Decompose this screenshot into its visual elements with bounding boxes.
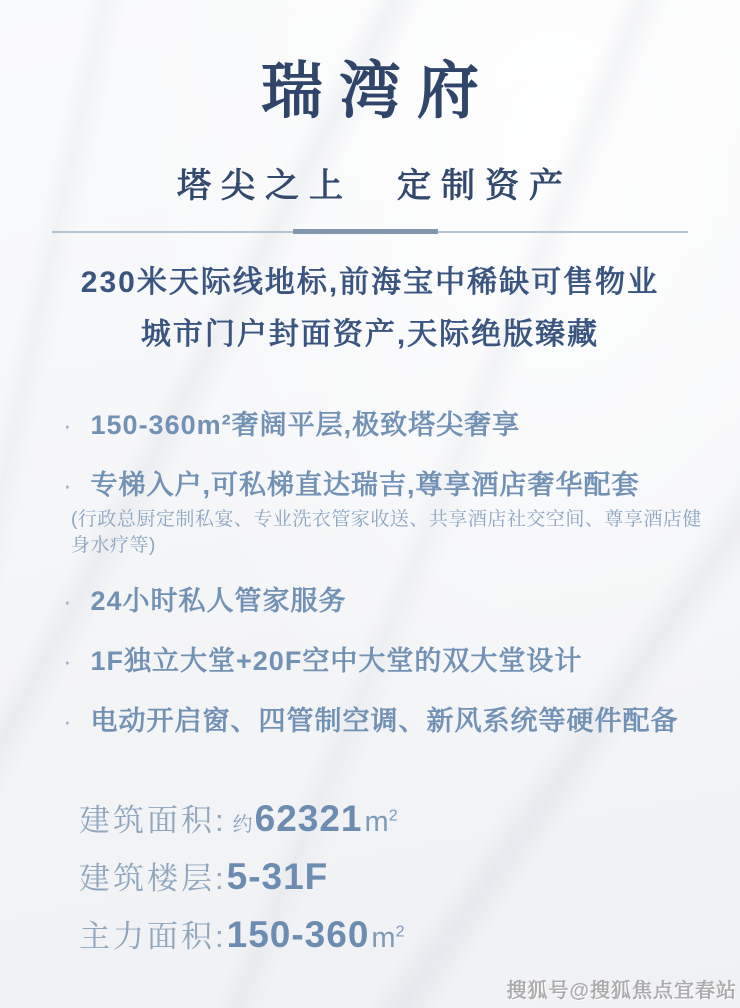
- watermark: 搜狐号@搜狐焦点宜春站: [506, 980, 737, 1002]
- divider-accent: [293, 229, 438, 234]
- spec-row-gfa: [79, 795, 740, 843]
- bullet-dot-icon: ·: [63, 706, 73, 736]
- feature-text: 150-360m²奢阔平层,极致塔尖奢享: [90, 410, 521, 440]
- spec-row-floors: [79, 853, 740, 901]
- spec-unit-letter: m: [364, 806, 389, 838]
- feature-text: 专梯入户,可私梯直达瑞吉,尊享酒店奢华配套: [90, 470, 640, 500]
- headline-line2: 城市门户封面资产,天际绝版臻藏: [140, 318, 600, 351]
- feature-item-butler: [63, 583, 710, 619]
- specs-section: [0, 795, 740, 959]
- spec-label: 建筑楼层:: [79, 861, 227, 896]
- feature-list: [0, 407, 740, 739]
- bullet-dot-icon: ·: [63, 646, 73, 676]
- spec-unit: [371, 922, 404, 954]
- feature-item-elevator: [63, 467, 710, 503]
- headline: [0, 257, 740, 361]
- spec-approx-prefix: 约: [232, 814, 253, 836]
- feature-item-lobby: [63, 643, 710, 679]
- spec-value: 62321: [254, 798, 363, 839]
- bullet-dot-icon: ·: [63, 410, 73, 440]
- feature-text: 24小时私人管家服务: [90, 586, 347, 616]
- spec-unit: [365, 806, 398, 838]
- spec-unit-sup: 2: [388, 807, 398, 825]
- poster-slogan: 塔尖之上 定制资产: [177, 167, 573, 205]
- spec-value: 5-31F: [226, 856, 329, 897]
- feature-text: 1F独立大堂+20F空中大堂的双大堂设计: [90, 646, 583, 676]
- spec-label: 建筑面积:: [79, 803, 227, 838]
- divider: [52, 229, 688, 235]
- feature-note: (行政总厨定制私宴、专业洗衣管家收送、共享酒店社交空间、尊享酒店健身水疗等): [71, 509, 702, 556]
- headline-line1: 230米天际线地标,前海宝中稀缺可售物业: [80, 266, 660, 299]
- feature-item-hardware: [63, 703, 710, 739]
- property-title: 瑞湾府: [260, 54, 495, 127]
- spec-unit-letter: m: [371, 922, 396, 954]
- spec-value: 150-360: [226, 914, 370, 955]
- feature-item-area: [63, 407, 710, 443]
- bullet-dot-icon: ·: [63, 470, 73, 500]
- feature-text: 电动开启窗、四管制空调、新风系统等硬件配备: [90, 706, 679, 736]
- bullet-dot-icon: ·: [63, 586, 73, 616]
- spec-label: 主力面积:: [79, 919, 227, 954]
- spec-row-main-area: [79, 911, 740, 959]
- spec-unit-sup: 2: [395, 923, 405, 941]
